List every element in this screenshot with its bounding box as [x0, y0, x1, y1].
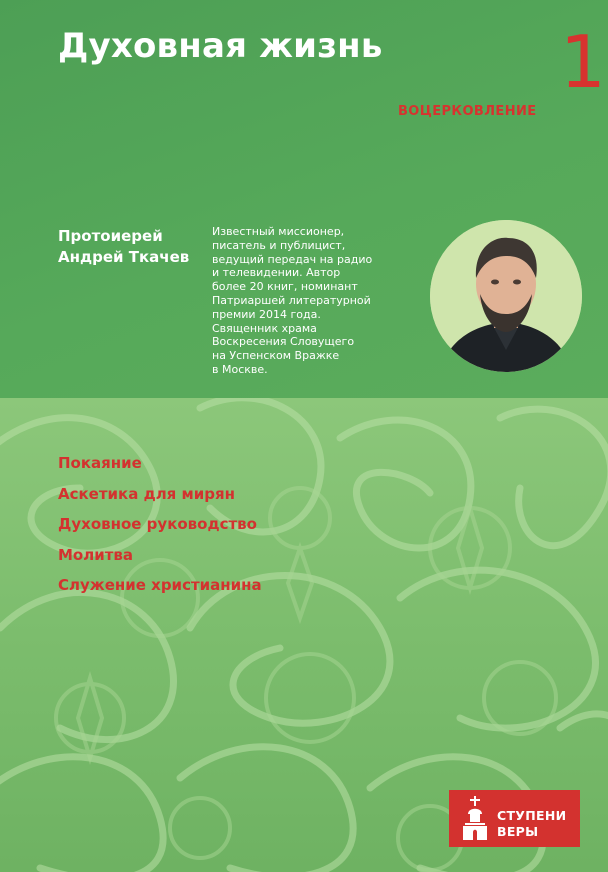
topic-item: Молитва — [58, 545, 134, 564]
bio-line: ведущий передач на радио — [212, 252, 373, 266]
bio-line: и телевидении. Автор — [212, 266, 341, 280]
bio-line: более 20 книг, номинант — [212, 280, 358, 294]
topic-item: Духовное руководство — [58, 515, 257, 533]
series-badge — [449, 790, 580, 847]
book-title: Духовная жизнь — [58, 26, 383, 66]
topic-item: Покаяние — [58, 454, 142, 472]
bio-line: Священник храма — [212, 321, 317, 335]
church-icon — [459, 796, 491, 846]
bio-line: в Москве. — [212, 362, 268, 376]
bio-line: Воскресения Словущего — [212, 335, 355, 349]
bio-line: Патриаршей литературной — [212, 293, 371, 307]
book-subtitle: ВОЦЕРКОВЛЕНИЕ — [398, 104, 537, 119]
author-photo — [430, 220, 582, 372]
topics-list — [58, 448, 262, 601]
series-number: 1 — [560, 20, 606, 104]
series-badge-line1: СТУПЕНИ — [497, 808, 567, 823]
bio-line: на Успенском Вражке — [212, 349, 340, 363]
series-badge-label — [497, 808, 566, 840]
topic-item: Аскетика для мирян — [58, 484, 236, 503]
author-block — [58, 226, 189, 268]
topic-item: Служение христианина — [58, 576, 262, 594]
bio-line: премии 2014 года. — [212, 307, 321, 321]
author-portrait-graphic — [430, 220, 582, 372]
author-title: Протоиерей — [58, 227, 163, 245]
bio-line: писатель и публицист, — [212, 238, 346, 252]
bio-line: Известный миссионер, — [212, 225, 345, 238]
author-name: Андрей Ткачев — [58, 248, 190, 266]
author-bio — [212, 225, 422, 377]
series-badge-line2: ВЕРЫ — [497, 824, 539, 839]
